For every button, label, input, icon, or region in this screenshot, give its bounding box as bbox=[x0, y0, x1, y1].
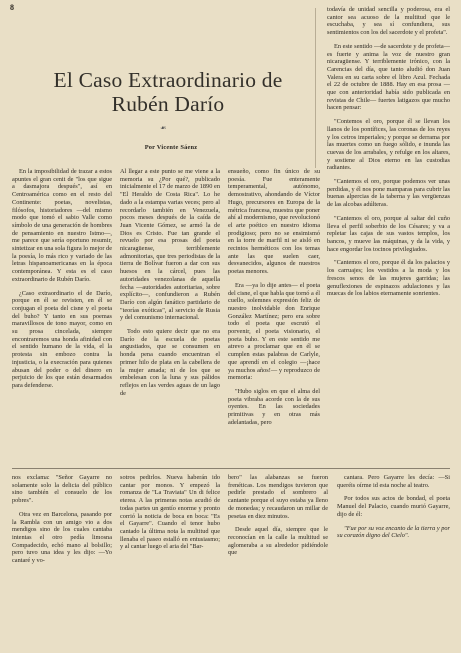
paragraph: Otra vez en Barcelona, pasando por la Rambla con un amigo vio a dos mendigos sino de los cuales cantaba intentas el otro pedía limosna Compadecido, echó mano al bolsillo; pero tuvo una idea y les dijo: —Yo cantaré y vo- bbox=[12, 510, 112, 565]
title-line-2: Rubén Darío bbox=[111, 92, 225, 116]
column-middle bbox=[120, 168, 220, 466]
bottom-column-4 bbox=[337, 474, 450, 644]
paragraph: "Cantemos el oro, porque podemos ver unas perdidas, y él nos pone mamparas para cubrir las buenas alpercias de la taberna y las vergüenzas de las alcobas adúlteras. bbox=[327, 178, 450, 209]
column-left bbox=[12, 168, 112, 466]
paragraph: Todo esto quiere decir que no era Darío de la escuela de poetas angustiados, que se consumen en honda pena cuando encuentran el primer hilo de plata en la cabellera de la mujer amada; ni de los que se embelesan con la luna y sus pálidos reflejos en las verdes aguas de un lago de bbox=[120, 328, 220, 397]
paragraph: todavía de unidad sencilla y poderosa, era el cantor sea acuoso de la multitud que le escuchaba, y sea sí confundiera, sus sentimientos con los del sacerdote y el profeta". bbox=[327, 6, 450, 37]
ornament-icon: ☙ bbox=[160, 124, 167, 132]
paragraph: En este sentido —de sacerdote y de profeta— es fuerte y anima la voz de nuestro gran nicaragüense. Y terriblemente irónico, con la Carencias del día, que tanto aludió don Juan Valera en su carta sobre el libro Azul. Fechada el 22 de octubre de 1888. Hay en esa prosa —que con anterioridad había sido publicada en revistas de Chile— fuertes latigazos que mucho hacen pensar: bbox=[327, 42, 450, 112]
paragraph: bero" las alabanzas se fueron frenéticas. Los mendigos tuvieron que pedirle prestado el sombrero al cantante porque el suyo estaba ya lleno de monedas; y recaudaron un millar de pesetas en diez minutos. bbox=[228, 474, 328, 520]
paragraph: Al llegar a este punto se me viene a la memoria su ¿Por qué?, publicado inicialmente el 17 de marzo de 1890 en "El Heraldo de Costa Rica". Lo he dado a la estampa varias veces; pero al recordarlo también en Venezuela, pocos meses después de la caída de Juan Vicente Gómez, se armó la de Dios es Cristo. Fue tan grande el revuelo por esa prosas del poeta nicaragüense, terriblemente admonitorias, que tres periodistas de la tierra de Bolívar fueron a dar con sus huesos en la cárcel, pues las autoridades venezolanas de aquella fecha —autoridades autoritarias, sobre explícito—, confundieron a Rubén Darío con algún fanático partidario de "teorías exóticas", al servicio de Rusia y del comunismo internacional. bbox=[120, 168, 220, 322]
paragraph: nos exclama: "Señor Gayarre no solamente solo la delicia del público sino también el consuelo de los pobres". bbox=[12, 474, 112, 505]
paragraph: "Cantemos el oro, porque él da los palacios y los carruajes; los vestidos a la moda y los frescos senos de las mujeres garridas; las genuflexiones de espinazos adulaciones y las muecas de los labios eternamente sonrientes. bbox=[327, 259, 450, 298]
bottom-column-3 bbox=[228, 474, 328, 644]
paragraph: "Contemos el oro, porque él se llevan los llanos de los pontífices, las coronas de los reyes y los cetros imperiales; y porque se derrama por las muertes como un fuego sólido, e inunda las cuevas de los arrabales, y refulge en los altares, y sostiene al Dios eterno en las custodias radiantes. bbox=[327, 118, 450, 172]
paragraph: sotros pedirlos. Nueva haberán ido cantar por monos. Y empezó la romanza de "La Traviata" Un di felice eterea. A las primeras notas acudió de todas partes un gentío enorme y pronto corrió la noticia de boca en boca: "Es el Gayarre". Cuando el tenor hubo cantado la última nota la multitud que llenaba el paseo estalló en entusiasmo; y al cantar luego el aria del "Bar- bbox=[120, 474, 220, 551]
paragraph: cantara. Pero Gayarre les decía: —Si queréis oírme id esta noche al teatro. bbox=[337, 474, 450, 489]
byline: Por Vicente Sáenz bbox=[144, 144, 198, 151]
paragraph: En la imposibilidad de trazar a estos apuntes el gran cenit de "los que sigue a dasmajora después", así en Centroamérica como en el resto del Continente: poetas, novelistas, filósofos, historiadores —del mismo modo que tomó el sabio Valle como símbolo de una generación de hombres de pensamiento en nuestro Istmo—, me parece que sería oportuno resumir, sintetizar en una sola figura lo mejor de la poesía, lo más rico y variado de las letras hispanoamericanas en la época contemporánea. Y esta es el caso extraordinario de Rubén Darío. bbox=[12, 168, 112, 283]
paragraph: "Fue por su voz encanto de la tierra y por su corazón digno del Cielo". bbox=[337, 524, 450, 540]
column-right bbox=[228, 168, 320, 466]
paragraph: Era —ya lo dije antes— el poeta del cisne, el que habla que tornó a él cuello, solemnes expresión feliz de nuestro inolvidable don Enrique González Martínez; pero era sobre todo el poeta que escrutó el porvenir, el poeta visionario, el poeta buho. Y en este sentido me atrevo a proclamar que en él se cumplen estas palabras de Carlyle, que aprendí en el colegio —¡hace ya muchos años!— y reproduzco de memoria: bbox=[228, 281, 320, 382]
paragraph: "Hubo siglos en que el alma del poeta vibraba acorde con la de sus oyentes. En las sociedades primitivas y en otras más adelantadas, pero bbox=[228, 387, 320, 426]
paragraph: ¿Caso extraordinario el de Darío, porque en él se revisten, en él se conjugan el poeta del cisne y el poeta del buho? Y tanto en sus poemas maravillosos de tono mayor, como en su prosa cincelada, siempre encontraremos una honda afinidad con el sentido humano de la vida, el la protesta sin embozo contra la injusticia, o la execración para quienes abusan del poder o del dinero en perjuicio de los que están desarmados para defenderse. bbox=[12, 289, 112, 389]
article-title bbox=[20, 68, 316, 116]
paragraph: Desde aquel día, siempre que le reconocían en la calle la multitud se aglomeraba a su alrededor pidiéndole que bbox=[228, 526, 328, 557]
paragraph: Por todos sus actos de bondad, el poeta Manuel del Palacio, cuando murió Gayarre, dijo de él: bbox=[337, 495, 450, 518]
paragraph: ensueño, como fin único de su poesía. Fue enteramente temperamental, autónomo, demostrativo, ahondando de Víctor Hugo, precursores en Europa de la métrica francesa, muestra que poner ahí al modernismo, que revolucionó el arte poético en nuestro idioma prodigioso; pero no se ensimismó en la torre de marfil ni se aisló en recintos herméticos con los temas ante las que suelen caer, desvanecidos, algunos de nuestros poetas menores. bbox=[228, 168, 320, 276]
column-right-top bbox=[327, 6, 450, 468]
title-line-1: El Caso Extraordinario de bbox=[53, 68, 283, 92]
bottom-column-1 bbox=[12, 474, 112, 644]
bottom-column-2 bbox=[120, 474, 220, 644]
paragraph: "Cantemos el oro, porque al saltar del cuño lleva el perfil soberbio de los Césares; y va a repletar las cajas de sus vastos templos, los bancos, y mueve las máquinas, y da la vida, y hace engordar los tocinos privilegiados. bbox=[327, 214, 450, 253]
page-number: 8 bbox=[10, 3, 14, 12]
horizontal-rule bbox=[12, 468, 450, 469]
